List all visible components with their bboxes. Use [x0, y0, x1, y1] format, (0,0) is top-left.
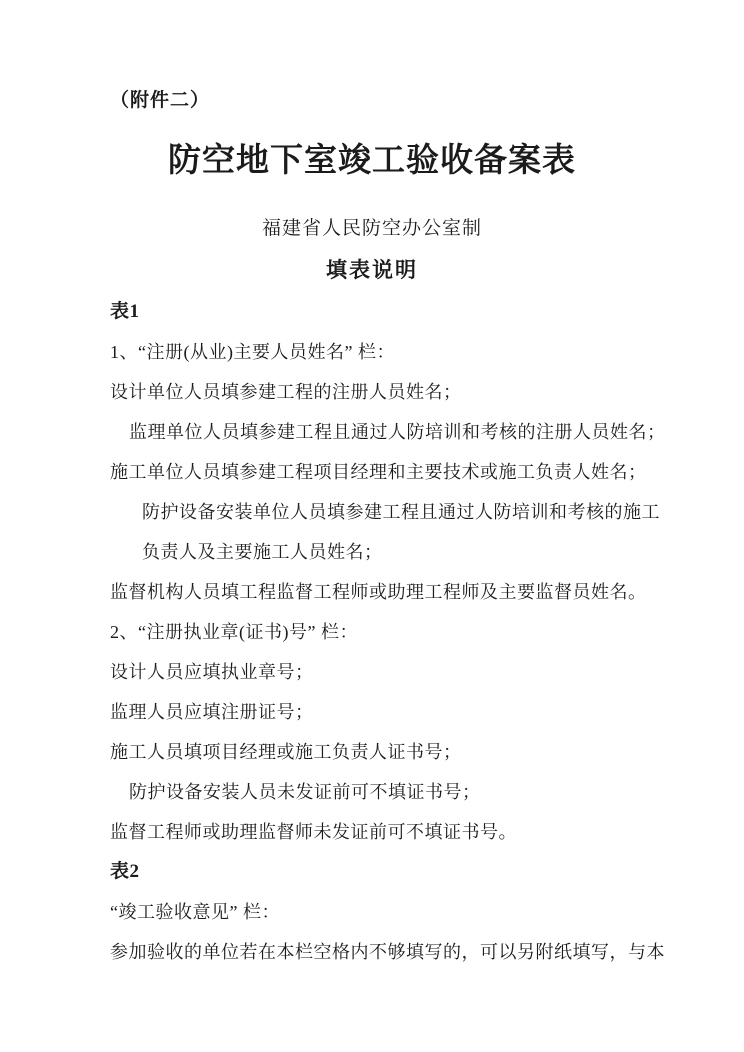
page-title: 防空地下室竣工验收备案表	[168, 143, 576, 179]
text-line: 防护设备安装单位人员填参建工程且通过人防培训和考核的施工	[142, 502, 660, 522]
text-line: 1、“注册(从业)主要人员姓名” 栏：	[110, 342, 395, 362]
text-line: 监理单位人员填参建工程且通过人防培训和考核的注册人员姓名；	[129, 422, 666, 442]
text-line: 施工单位人员填参建工程项目经理和主要技术或施工负责人姓名；	[110, 462, 647, 482]
attachment-label: （附件二）	[110, 90, 211, 111]
text-line: 设计单位人员填参建工程的注册人员姓名；	[110, 382, 462, 402]
text-line: 防护设备安装人员未发证前可不填证书号；	[129, 782, 481, 802]
text-line: 表1	[110, 301, 140, 322]
text-line: 监理人员应填注册证号；	[110, 702, 314, 722]
doc-paragraphs	[110, 292, 666, 972]
text-line: 负责人及主要施工人员姓名；	[142, 542, 383, 562]
text-line: 监督工程师或助理监督师未发证前可不填证书号。	[110, 822, 517, 842]
publisher-line: 福建省人民防空办公室制	[261, 218, 482, 239]
text-line: 表2	[110, 861, 140, 882]
text-line: 设计人员应填执业章号；	[110, 662, 314, 682]
text-line: 监督机构人员填工程监督工程师或助理工程师及主要监督员姓名。	[110, 582, 647, 602]
text-line: 2、“注册执业章(证书)号” 栏：	[110, 622, 358, 642]
text-line: “竣工验收意见” 栏：	[110, 902, 280, 922]
section-heading: 填表说明	[326, 258, 418, 282]
text-line: 施工人员填项目经理或施工负责人证书号；	[110, 742, 462, 762]
text-line: 参加验收的单位若在本栏空格内不够填写的，可以另附纸填写，与本	[110, 942, 665, 962]
